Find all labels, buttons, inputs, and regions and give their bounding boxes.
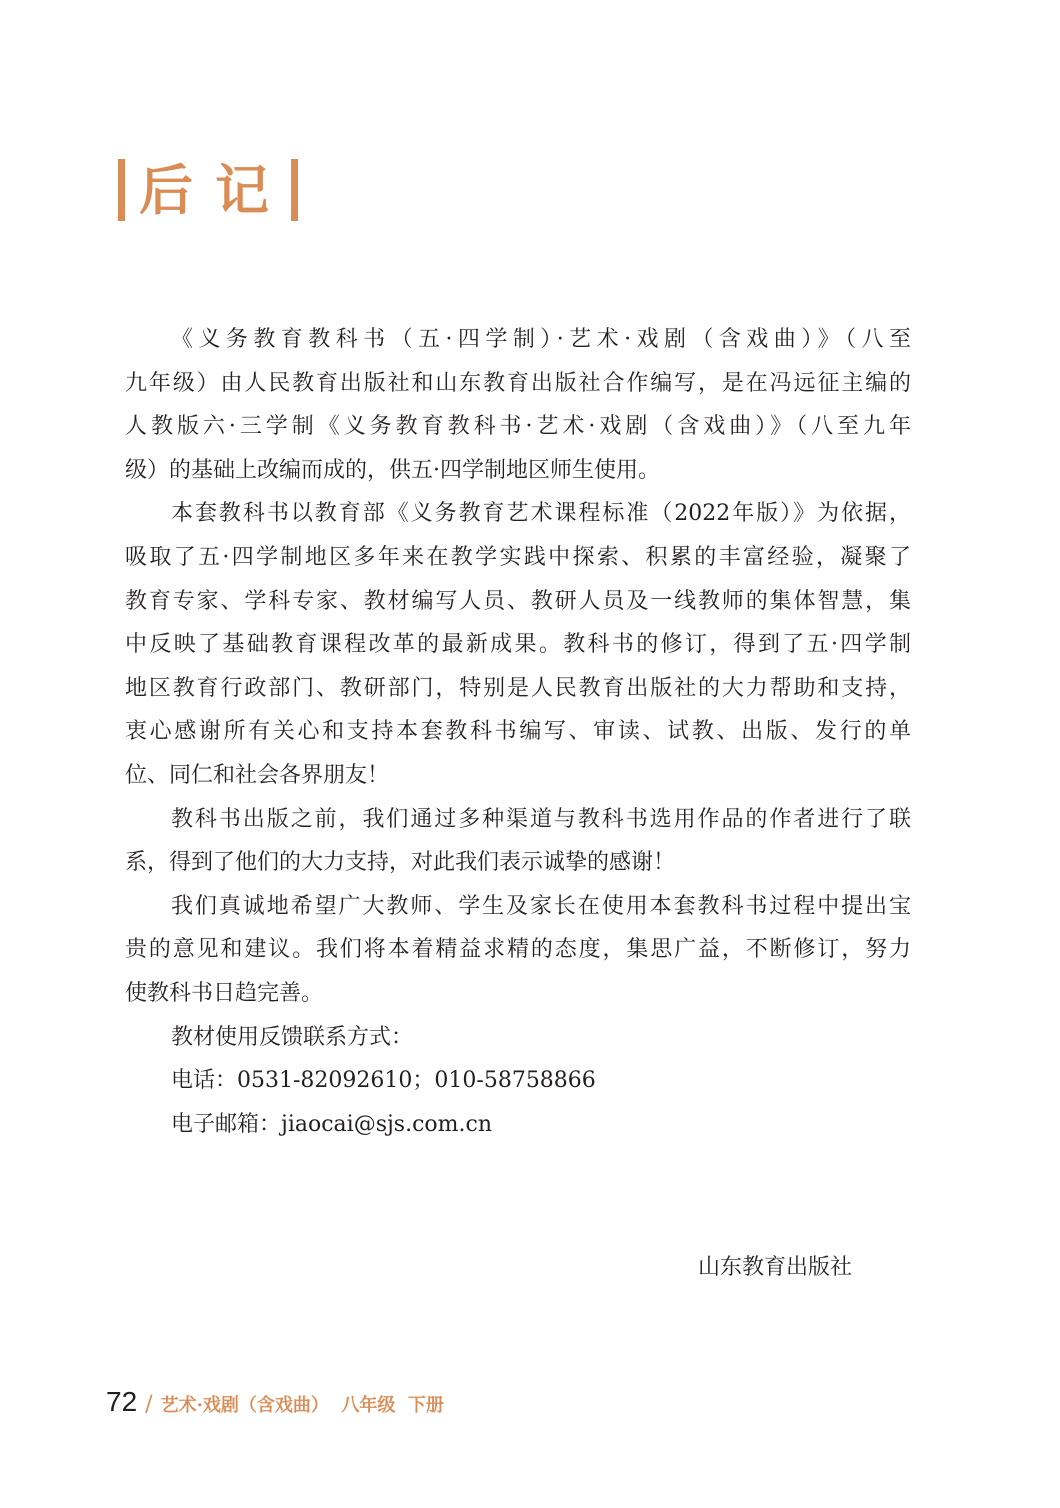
paragraph-line: 《义务教育教科书（五·四学制）·艺术·戏剧（含戏曲）》（八至 [171,327,911,352]
page-title [118,158,298,222]
paragraph-line: 教科书出版之前，我们通过多种渠道与教科书选用作品的作者进行了联 [171,806,911,832]
paragraph-line: 本套教科书以教育部《义务教育艺术课程标准（2022年版）》为依据， [171,501,911,527]
paragraph-line: 教材使用反馈联系方式： [171,1024,414,1050]
paragraph-line: 贵的意见和建议。我们将本着精益求精的态度，集思广益，不断修订，努力 [125,937,911,963]
paragraph-line: 九年级）由人民教育出版社和山东教育出版社合作编写，是在冯远征主编的 [125,370,911,396]
paragraph-line: 系，得到了他们的大力支持，对此我们表示诚挚的感谢！ [125,850,676,876]
afterword-body [125,318,911,1146]
title-text: 后记 [139,158,291,222]
paragraph-line: 中反映了基础教育课程改革的最新成果。教科书的修订，得到了五·四学制 [125,632,911,658]
footer-separator: / [145,1392,153,1417]
paragraph-line: 位、同仁和社会各界朋友！ [125,762,390,788]
paragraph-line: 电话：0531-82092610；010-58758866 [171,1068,596,1094]
paragraph-line: 吸取了五·四学制地区多年来在教学实践中探索、积累的丰富经验，凝聚了 [125,544,911,570]
title-bar-right [291,159,298,221]
paragraph-line: 使教科书日趋完善。 [125,980,324,1006]
book-title: 艺术·戏剧（含戏曲） 八年级 下册 [160,1395,444,1416]
title-bar-left [118,159,125,221]
paragraph-line: 衷心感谢所有关心和支持本套教科书编写、审读、试教、出版、发行的单 [125,719,911,745]
paragraph-line: 级）的基础上改编而成的，供五·四学制地区师生使用。 [125,457,660,483]
page-footer [106,1386,444,1418]
paragraph-line: 教育专家、学科专家、教材编写人员、教研人员及一线教师的集体智慧，集 [125,588,911,614]
page-number: 72 [106,1386,138,1417]
paragraph-line: 我们真诚地希望广大教师、学生及家长在使用本套教科书过程中提出宝 [171,893,911,919]
publisher-signature: 山东教育出版社 [698,1255,853,1280]
paragraph-line: 人教版六·三学制《义务教育教科书·艺术·戏剧（含戏曲）》（八至九年 [125,414,911,440]
paragraph-line: 地区教育行政部门、教研部门，特别是人民教育出版社的大力帮助和支持， [125,675,911,701]
paragraph-line: 电子邮箱：jiaocai@sjs.com.cn [171,1111,492,1137]
